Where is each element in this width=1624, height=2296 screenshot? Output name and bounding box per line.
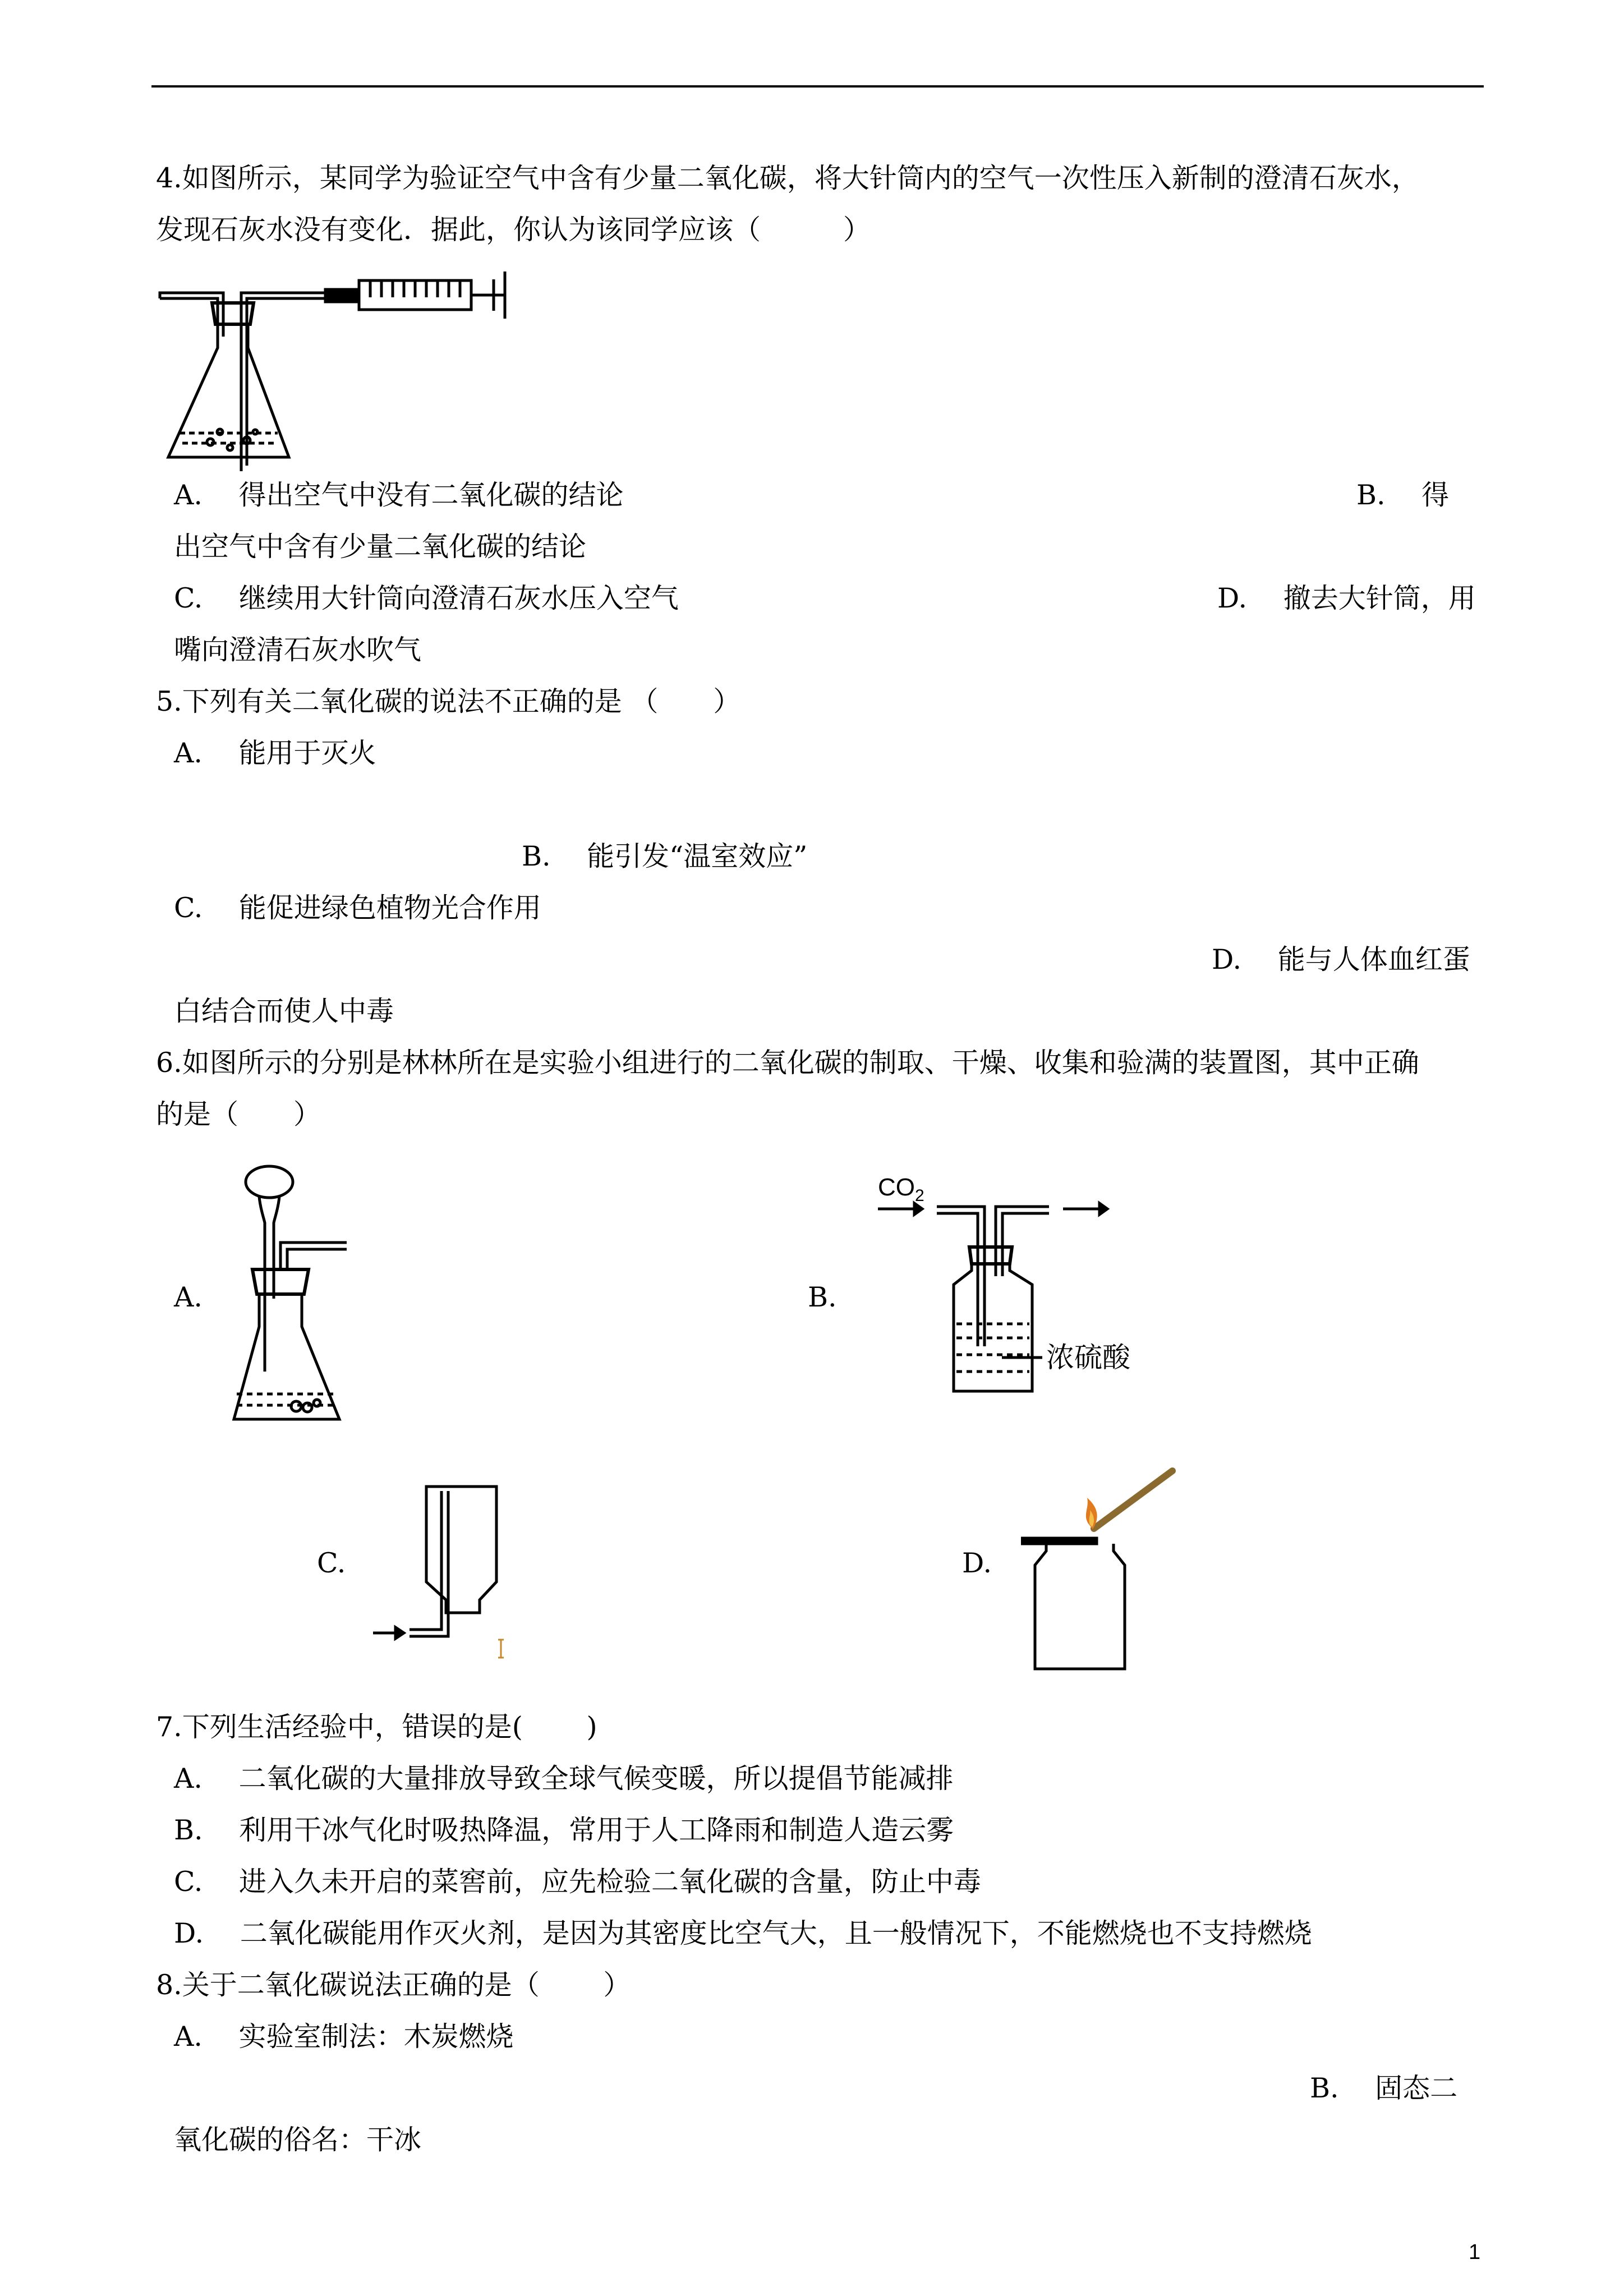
q7-option-b: B. 利用干冰气化时吸热降温，常用于人工降雨和制造人造云雾 bbox=[174, 1814, 954, 1846]
q4-option-a: A. 得出空气中没有二氧化碳的结论 bbox=[174, 479, 624, 511]
q7-option-d: D. 二氧化碳能用作灭火剂，是因为其密度比空气大，且一般情况下，不能燃烧也不支持燃烧 bbox=[174, 1917, 1312, 1949]
header-rule bbox=[151, 85, 1484, 88]
q4-option-b-head: B. 得 bbox=[1356, 479, 1450, 511]
q5-stem: 5.下列有关二氧化碳的说法不正确的是 （ ） bbox=[156, 685, 741, 717]
q7-option-a: A. 二氧化碳的大量排放导致全球气候变暖，所以提倡节能减排 bbox=[174, 1763, 954, 1795]
q6-label-c: C. bbox=[317, 1547, 346, 1579]
q7-stem: 7.下列生活经验中，错误的是( ) bbox=[156, 1711, 597, 1743]
q5-option-d-tail: 白结合而使人中毒 bbox=[174, 995, 394, 1027]
q5-option-b: B. 能引发“温室效应” bbox=[522, 840, 808, 872]
q6-label-d: D. bbox=[962, 1547, 992, 1579]
q6-figure-c-collection-bottle bbox=[370, 1475, 516, 1677]
q6-label-b: B. bbox=[808, 1281, 837, 1313]
q4-stem-line2: 发现石灰水没有变化．据此，你认为该同学应该（ ） bbox=[156, 214, 871, 246]
q6-figure-b-drying-bottle bbox=[875, 1164, 1167, 1411]
q8-option-b-tail: 氧化碳的俗名：干冰 bbox=[174, 2124, 422, 2156]
q6-figure-b-gas-label: $CO_2$ bbox=[878, 1174, 924, 1205]
q4-stem-line1: 4.如图所示，某同学为验证空气中含有少量二氧化碳，将大针筒内的空气一次性压入新制的澄清石灰水， bbox=[156, 162, 1419, 194]
q6-label-a: A. bbox=[174, 1281, 203, 1313]
q4-option-d-tail: 嘴向澄清石灰水吹气 bbox=[174, 634, 422, 666]
q8-option-a: A. 实验室制法：木炭燃烧 bbox=[174, 2021, 514, 2053]
q6-figure-b-liquid-label: 浓硫酸 bbox=[1046, 1342, 1130, 1373]
q6-stem-line1: 6.如图所示的分别是林林所在是实验小组进行的二氧化碳的制取、干燥、收集和验满的装置图，其中正确 bbox=[156, 1047, 1419, 1079]
q5-option-a: A. 能用于灭火 bbox=[174, 737, 376, 769]
q5-option-d-head: D. 能与人体血红蛋 bbox=[1212, 944, 1470, 976]
q8-option-b-head: B. 固态二 bbox=[1310, 2072, 1458, 2104]
q4-option-c: C. 继续用大针筒向澄清石灰水压入空气 bbox=[174, 582, 679, 614]
q6-figure-d-gas-jar-test bbox=[1021, 1458, 1189, 1683]
q6-figure-a-generator bbox=[224, 1164, 370, 1428]
q6-stem-line2: 的是（ ） bbox=[156, 1098, 321, 1130]
q4-option-d-head: D. 撤去大针筒，用 bbox=[1217, 582, 1476, 614]
q4-option-b-tail: 出空气中含有少量二氧化碳的结论 bbox=[174, 531, 587, 563]
q7-option-c: C. 进入久未开启的菜窖前，应先检验二氧化碳的含量，防止中毒 bbox=[174, 1866, 981, 1898]
q5-option-c: C. 能促进绿色植物光合作用 bbox=[174, 892, 541, 924]
q8-stem: 8.关于二氧化碳说法正确的是（ ） bbox=[156, 1969, 631, 2001]
page-number: 1 bbox=[1469, 2240, 1481, 2264]
q4-syringe-flask-figure bbox=[157, 264, 527, 471]
